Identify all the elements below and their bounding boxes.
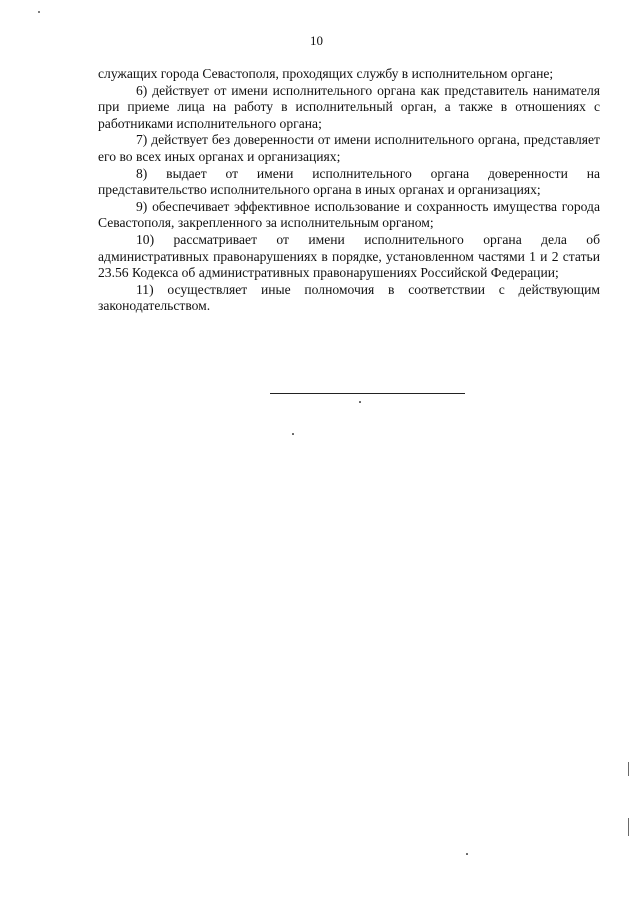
paragraph-item-6: 6) действует от имени исполнительного органа как представитель нанимателя при приеме лица на работу в исполнительный орган, а также в отношениях с работниками исполнительного органа;: [98, 82, 600, 131]
scan-speck: [466, 853, 468, 855]
paragraph-item-9: 9) обеспечивает эффективное использование и сохранность имущества города Севастополя, закрепленного за исполнительным органом;: [98, 198, 600, 231]
paragraph-continuation: служащих города Севастополя, проходящих службу в исполнительном органе;: [98, 66, 554, 81]
page-number: 10: [310, 33, 323, 48]
document-body: [98, 66, 600, 315]
scan-speck: [359, 401, 361, 403]
scan-edge-mark: [628, 762, 629, 776]
paragraph-item-7: 7) действует без доверенности от имени исполнительного органа, представляет его во всех иных органах и организациях;: [98, 132, 600, 164]
paragraph-item-8: 8) выдает от имени исполнительного органа доверенности на представительство исполнительного органа в иных органах и организациях;: [98, 165, 600, 198]
paragraph-item-10: 10) рассматривает от имени исполнительного органа дела об административных правонарушениях в порядке, установленном частями 1 и 2 статьи 23.56 Кодекса об административных правонарушениях Российской Федерации;: [98, 231, 600, 281]
end-of-text-rule: [270, 393, 465, 394]
scan-edge-mark: [628, 818, 629, 836]
scan-speck: [38, 11, 40, 13]
paragraph-item-11: 11) осуществляет иные полномочия в соответствии с действующим законодательством.: [98, 281, 600, 314]
scan-speck: [292, 433, 294, 435]
